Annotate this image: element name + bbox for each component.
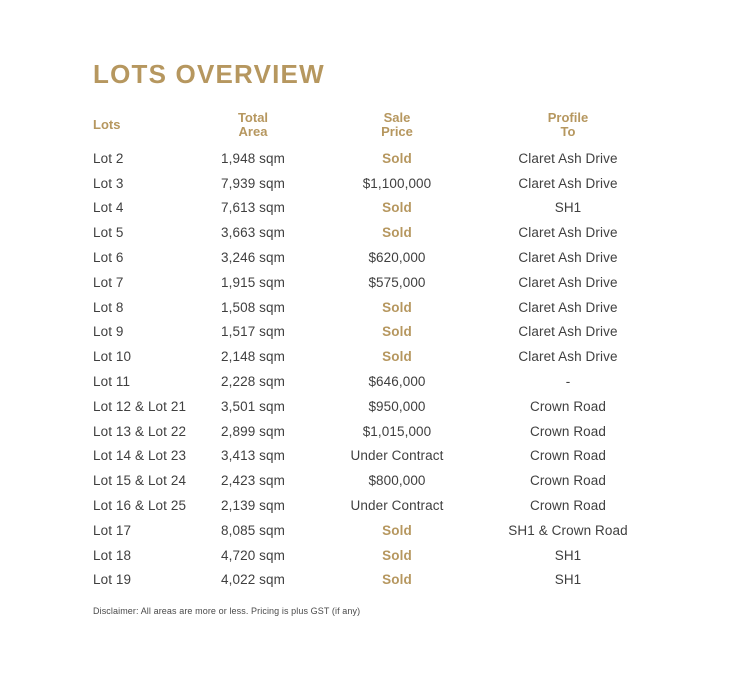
price-cell: Sold [382,200,412,216]
profile-cell: Claret Ash Drive [518,349,618,365]
lot-cell: Lot 10 [93,349,132,365]
column-header-sale-price: Sale Price [381,109,413,139]
table-row [93,493,655,518]
profile-cell: Claret Ash Drive [518,299,618,315]
price-cell: $1,100,000 [362,175,432,191]
table-row [93,444,655,469]
profile-cell: Crown Road [529,398,607,414]
price-cell: $950,000 [368,398,426,414]
price-cell: Sold [382,349,412,365]
column-header-lots: Lots [93,116,121,132]
area-cell: 1,948 sqm [221,150,285,166]
lot-cell: Lot 19 [93,572,132,588]
price-cell: $646,000 [368,374,426,390]
profile-cell: SH1 & Crown Road [508,522,628,538]
lot-cell: Lot 8 [93,299,124,315]
price-cell: Sold [382,522,412,538]
table-row [93,270,655,295]
lot-cell: Lot 15 & Lot 24 [93,473,187,489]
area-cell: 2,423 sqm [221,473,285,489]
profile-cell: Claret Ash Drive [518,175,618,191]
profile-cell: Claret Ash Drive [518,250,618,266]
lot-cell: Lot 18 [93,547,132,563]
price-cell: $1,015,000 [362,423,432,439]
price-cell: Sold [382,547,412,563]
table-row [93,394,655,419]
table-body [93,146,655,592]
table-header-row [93,109,655,141]
table-row [93,568,655,593]
price-cell: Under Contract [350,498,444,514]
lot-cell: Lot 7 [93,274,124,290]
lot-cell: Lot 12 & Lot 21 [93,398,187,414]
profile-cell: Claret Ash Drive [518,150,618,166]
lot-cell: Lot 2 [93,150,124,166]
table-row [93,468,655,493]
area-cell: 2,899 sqm [221,423,285,439]
table-row [93,369,655,394]
profile-cell: Crown Road [529,448,607,464]
table-row [93,220,655,245]
table-row [93,245,655,270]
price-cell: Sold [382,572,412,588]
area-cell: 2,148 sqm [221,349,285,365]
price-cell: Sold [382,150,412,166]
area-cell: 4,720 sqm [221,547,285,563]
table-row [93,543,655,568]
area-cell: 1,915 sqm [221,274,285,290]
lot-cell: Lot 16 & Lot 25 [93,498,187,514]
lot-cell: Lot 3 [93,175,124,191]
area-cell: 2,139 sqm [221,498,285,514]
lot-cell: Lot 17 [93,522,132,538]
profile-cell: SH1 [554,572,582,588]
lot-cell: Lot 4 [93,200,124,216]
lot-cell: Lot 11 [93,374,131,390]
lot-cell: Lot 6 [93,250,124,266]
area-cell: 3,501 sqm [221,398,285,414]
table-row [93,344,655,369]
area-cell: 8,085 sqm [221,522,285,538]
price-cell: Sold [382,225,412,241]
profile-cell: SH1 [554,200,582,216]
table-row [93,171,655,196]
lot-cell: Lot 5 [93,225,124,241]
table-row [93,419,655,444]
profile-cell: - [565,374,571,390]
profile-cell: Crown Road [529,473,607,489]
profile-cell: Crown Road [529,423,607,439]
area-cell: 1,508 sqm [221,299,285,315]
area-cell: 3,663 sqm [221,225,285,241]
column-header-profile-to: Profile To [547,109,589,139]
table-row [93,146,655,171]
table-row [93,295,655,320]
column-header-total-area: Total Area [237,109,269,139]
profile-cell: Claret Ash Drive [518,225,618,241]
area-cell: 1,517 sqm [221,324,285,340]
table-row [93,518,655,543]
area-cell: 7,613 sqm [221,200,285,216]
profile-cell: Crown Road [529,498,607,514]
price-cell: $575,000 [368,274,426,290]
area-cell: 3,246 sqm [221,250,285,266]
lot-cell: Lot 9 [93,324,124,340]
area-cell: 2,228 sqm [221,374,285,390]
price-cell: Sold [382,324,412,340]
disclaimer-text: Disclaimer: All areas are more or less. Pricing is plus GST (if any) [93,606,361,616]
price-cell: $620,000 [368,250,426,266]
profile-cell: Claret Ash Drive [518,324,618,340]
page-title: LOTS OVERVIEW [93,59,325,89]
profile-cell: SH1 [554,547,582,563]
price-cell: $800,000 [368,473,426,489]
lot-cell: Lot 13 & Lot 22 [93,423,187,439]
table-row [93,196,655,221]
price-cell: Sold [382,299,412,315]
area-cell: 4,022 sqm [221,572,285,588]
profile-cell: Claret Ash Drive [518,274,618,290]
area-cell: 3,413 sqm [221,448,285,464]
price-cell: Under Contract [350,448,444,464]
table-row [93,320,655,345]
lots-table [93,109,655,592]
area-cell: 7,939 sqm [221,175,285,191]
lot-cell: Lot 14 & Lot 23 [93,448,187,464]
